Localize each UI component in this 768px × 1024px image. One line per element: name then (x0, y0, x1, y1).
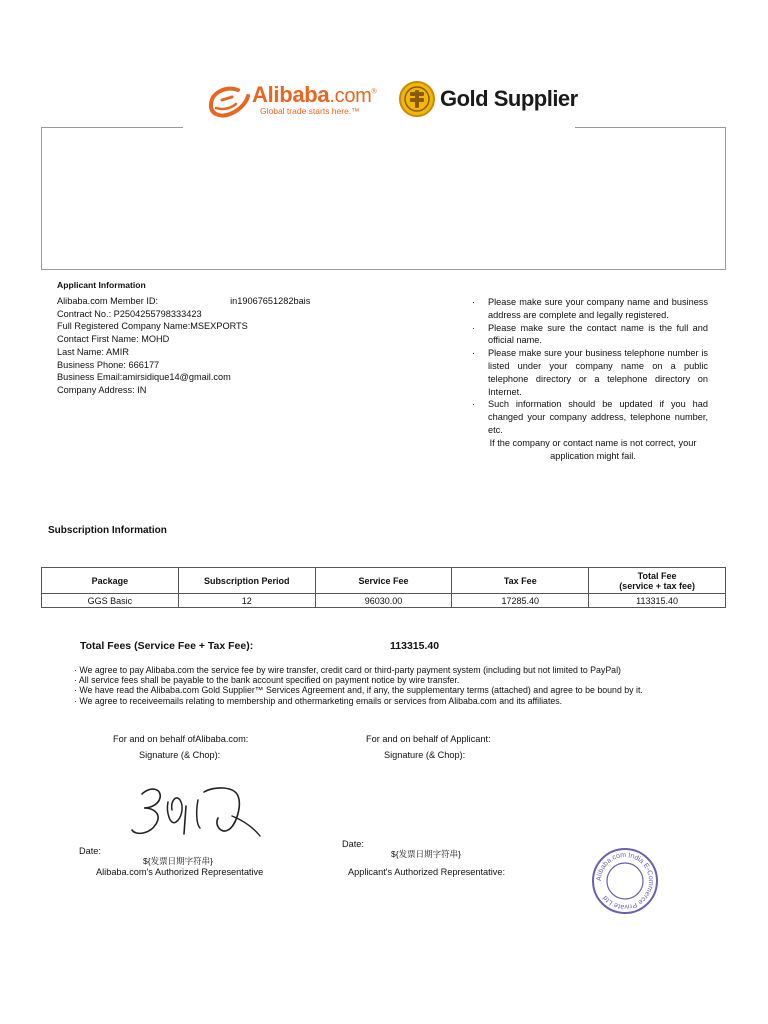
cell-package: GGS Basic (42, 594, 179, 608)
alibaba-representative: Alibaba.com's Authorized Representative (96, 867, 264, 877)
header-frame-box (41, 127, 726, 270)
cell-tax-fee: 17285.40 (452, 594, 589, 608)
applicant-info-title: Applicant Information (57, 280, 146, 290)
applicant-notes (472, 296, 708, 462)
alibaba-date-label: Date: (79, 846, 101, 856)
header-tax-fee: Tax Fee (452, 568, 589, 594)
note-item: · Please make sure the contact name is the full and official name. (472, 322, 708, 346)
applicant-signature-label: Signature (& Chop): (384, 750, 466, 760)
header-total-fee: Total Fee (service + tax fee) (589, 568, 726, 594)
alibaba-behalf-label: For and on behalf ofAlibaba.com: (113, 734, 249, 744)
applicant-behalf-label: For and on behalf of Applicant: (366, 734, 491, 744)
term-item: · We have read the Alibaba.com Gold Supplier™ Services Agreement and, if any, the supplementary terms (attached) and agree to be bound by it. (74, 685, 643, 696)
company-name: Full Registered Company Name:MSEXPORTS (57, 321, 248, 331)
cell-total-fee: 113315.40 (589, 594, 726, 608)
note-item: · Such information should be updated if you had changed your company address, telephone number, etc. (472, 399, 708, 435)
business-phone: Business Phone: 666177 (57, 360, 160, 370)
alibaba-signature-label: Signature (& Chop): (139, 750, 221, 760)
term-item: · All service fees shall be payable to the bank account specified on payment notice by wire transfer. (74, 675, 460, 686)
alibaba-smile-icon (208, 84, 252, 120)
note-item: · Please make sure your business telephone number is listed under your company name on a public telephone directory or a telephone directory on Internet. (472, 348, 708, 397)
contract-number: Contract No.: P2504255798333423 (57, 309, 202, 319)
note-item: · Please make sure your company name and business address are complete and legally registered. (472, 297, 708, 320)
header-package: Package (42, 568, 179, 594)
business-email: Business Email:amirsidique14@gmail.com (57, 372, 231, 382)
company-seal-icon (590, 846, 660, 916)
applicant-representative: Applicant's Authorized Representative: (348, 867, 506, 877)
contact-first-name: Contact First Name: MOHD (57, 334, 170, 344)
company-address: Company Address: IN (57, 385, 147, 395)
header-period: Subscription Period (178, 568, 315, 594)
applicant-date-label: Date: (342, 839, 364, 849)
handwritten-signature (120, 772, 270, 852)
note-warning: If the company or contact name is not correct, your application might fail. (489, 437, 697, 461)
alibaba-domain: .com (329, 85, 372, 107)
alibaba-date-value: ${发票日期字符串} (143, 856, 213, 866)
seal-text: Alibaba.com India E-Commerce Private Ltd (595, 851, 655, 911)
member-id-value: in19067651282bais (230, 296, 311, 306)
term-item: · We agree to receiveemails relating to membership and othermarketing emails or services from Alibaba.com and its affiliates. (74, 695, 563, 706)
term-item: · We agree to pay Alibaba.com the service fee by wire transfer, credit card or third-party payment system (including but not limited to PayPal) (74, 665, 621, 675)
total-fees-value: 113315.40 (390, 640, 440, 652)
gold-supplier-logo (398, 80, 588, 120)
contact-last-name: Last Name: AMIR (57, 347, 129, 357)
cell-period: 12 (178, 594, 315, 608)
table-row (42, 594, 726, 608)
applicant-date-value: ${发票日期字符串} (391, 849, 461, 859)
subscription-table (41, 567, 726, 608)
alibaba-brand: Alibaba (252, 82, 330, 107)
member-id-label: Alibaba.com Member ID: (57, 296, 159, 306)
svg-text:Alibaba.com India E-Commerce P (596, 852, 654, 910)
subscription-info-title: Subscription Information (48, 525, 167, 536)
total-fees-label: Total Fees (Service Fee + Tax Fee): (80, 640, 254, 652)
alibaba-registered-mark: ® (371, 88, 377, 96)
table-header-row (42, 568, 726, 594)
cell-service-fee: 96030.00 (315, 594, 452, 608)
alibaba-tagline: Global trade starts here.™ (260, 106, 360, 116)
alibaba-logo (208, 82, 388, 122)
gold-supplier-text: Gold Supplier (440, 86, 578, 111)
gold-supplier-coin-icon (398, 80, 436, 118)
header-service-fee: Service Fee (315, 568, 452, 594)
member-id-line (57, 296, 310, 306)
agreement-terms (74, 665, 643, 706)
